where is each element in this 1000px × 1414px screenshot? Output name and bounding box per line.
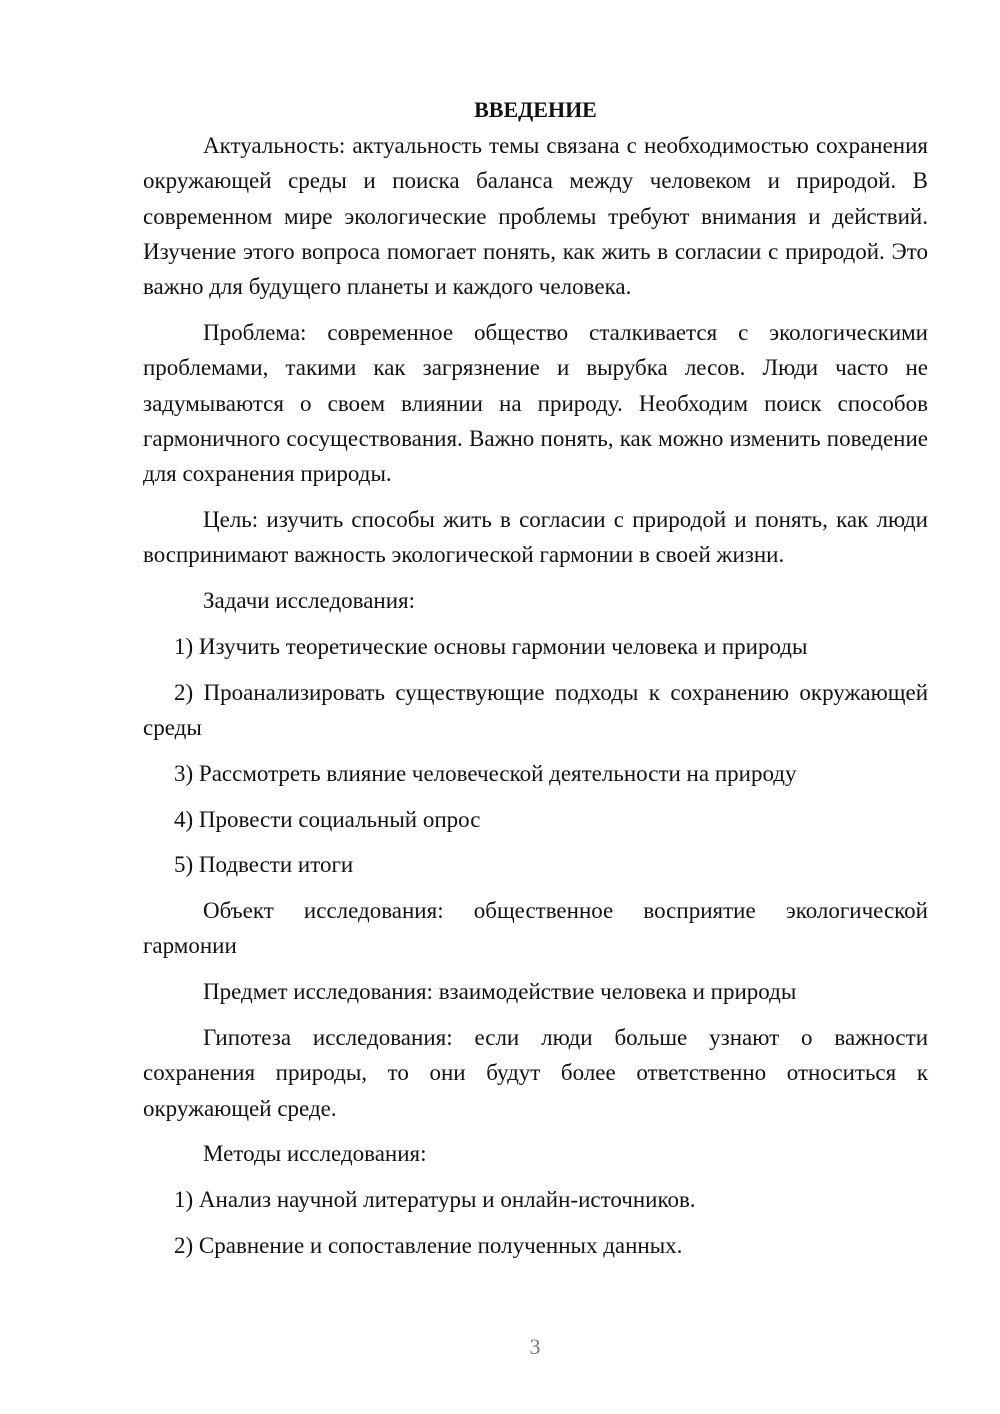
method-item-2: 2) Сравнение и сопоставление полученных данных. [174,1233,683,1259]
hypothesis-paragraph: Гипотеза исследования: если люди больше узнают о важности сохранения природы, то они будут более ответственно относиться к окружающей среде. [143,1025,928,1121]
method-item-1: 1) Анализ научной литературы и онлайн-источников. [174,1187,696,1213]
problem-paragraph: Проблема: современное общество сталкивается с экологическими проблемами, такими как загрязнение и вырубка лесов. Люди часто не задумываются о своем влиянии на природу. Необходим поиск способов гармоничного сосуществования. Важно понять, как можно изменить поведение для сохранения природы. [143,319,928,487]
task-item-2: 2) Проанализировать существующие подходы к сохранению окружающей среды [143,679,928,740]
relevance-paragraph: Актуальность: актуальность темы связана с необходимостью сохранения окружающей среды и поиска баланса между человеком и природой. В современном мире экологические проблемы требуют внимания и действий. Изучение этого вопроса помогает понять, как жить в согласии с природой. Это важно для будущего планеты и каждого человека. [143,133,928,300]
task-item-3: 3) Рассмотреть влияние человеческой деятельности на природу [174,760,797,786]
object-paragraph: Объект исследования: общественное восприятие экологической гармонии [143,898,928,959]
goal-paragraph: Цель: изучить способы жить в согласии с природой и понять, как люди воспринимают важность экологической гармонии в своей жизни. [143,506,928,568]
task-item-5: 5) Подвести итоги [174,852,354,878]
page-content [143,92,928,1274]
methods-title: Методы исследования: [203,1141,427,1167]
tasks-title: Задачи исследования: [203,588,416,614]
task-item-1: 1) Изучить теоретические основы гармонии человека и природы [174,633,808,659]
subject-paragraph: Предмет исследования: взаимодействие человека и природы [203,979,797,1005]
section-heading: ВВЕДЕНИЕ [474,97,597,122]
task-item-4: 4) Провести социальный опрос [174,806,481,832]
page-number: 3 [529,1334,541,1359]
